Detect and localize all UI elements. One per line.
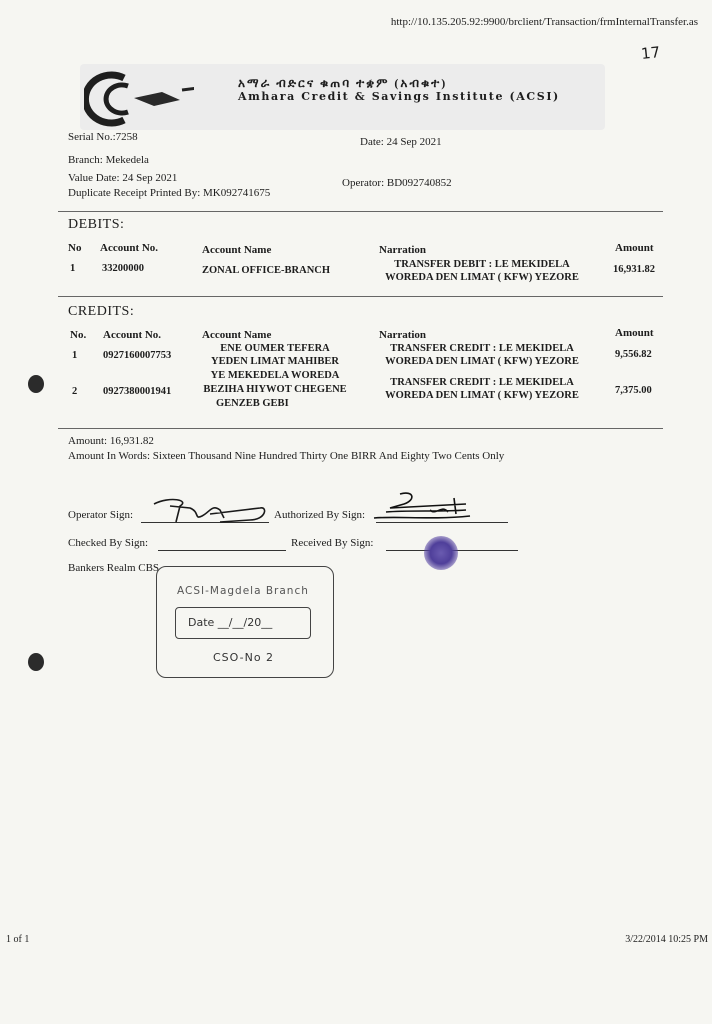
stamp-date: Date __/__/20__	[188, 616, 273, 629]
authorized-signature-icon	[370, 490, 474, 526]
punch-hole	[28, 375, 44, 393]
acsi-logo-icon	[84, 68, 194, 128]
operator-id: Operator: BD092740852	[342, 177, 452, 189]
page-count: 1 of 1	[6, 934, 30, 945]
row-narration-line-2: WOREDA DEN LIMAT ( KFW) YEZORE	[385, 272, 579, 283]
row-no: 1	[72, 350, 78, 361]
system-name: Bankers Realm CBS	[68, 562, 160, 574]
credits-header-account-no: Account No.	[103, 329, 162, 341]
row-no: 2	[72, 386, 78, 397]
received-sign-label: Received By Sign:	[291, 537, 374, 549]
row-account-name-line-3: GENZEB GEBI	[216, 398, 289, 409]
stamp-date-box	[175, 607, 311, 639]
divider	[58, 296, 663, 297]
org-name-amharic: አማራ ብድርና ቁጠባ ተቋም (አብቁተ)	[238, 76, 448, 90]
authorized-sign-label: Authorized By Sign:	[274, 509, 366, 521]
credits-header-amount: Amount	[615, 327, 654, 339]
stamp-cso-number: CSO-No 2	[213, 651, 275, 664]
branch: Branch: Mekedela	[68, 154, 149, 166]
source-url: http://10.135.205.92:9900/brclient/Transaction/frmInternalTransfer.as	[390, 16, 698, 28]
row-amount: 16,931.82	[613, 264, 655, 275]
row-narration-line-1: TRANSFER CREDIT : LE MEKIDELA	[390, 377, 574, 388]
debits-header-no: No	[68, 242, 82, 254]
row-account-no: 0927380001941	[103, 386, 172, 397]
row-account-no: 0927160007753	[103, 350, 172, 361]
debits-header-account-no: Account No.	[100, 242, 159, 254]
row-account-no: 33200000	[102, 263, 144, 274]
total-amount: Amount: 16,931.82	[68, 435, 154, 447]
operator-sign-label: Operator Sign:	[68, 509, 134, 521]
row-account-name-line-2: YEDEN LIMAT MAHIBER	[211, 356, 339, 367]
row-account-name: ZONAL OFFICE-BRANCH	[202, 265, 331, 276]
checked-sign-label: Checked By Sign:	[68, 537, 149, 549]
row-amount: 7,375.00	[615, 385, 652, 396]
credits-title: CREDITS:	[68, 304, 135, 319]
duplicate-printed-by: Duplicate Receipt Printed By: MK092741675	[68, 187, 271, 199]
divider	[58, 428, 663, 429]
row-narration-line-2: WOREDA DEN LIMAT ( KFW) YEZORE	[385, 390, 579, 401]
debits-header-account-name: Account Name	[202, 244, 272, 256]
row-amount: 9,556.82	[615, 349, 652, 360]
value-date: Value Date: 24 Sep 2021	[68, 172, 178, 184]
row-account-name-line-1: YE MEKEDELA WOREDA	[210, 370, 340, 381]
operator-signature-icon	[150, 494, 270, 528]
credits-header-no: No.	[70, 329, 87, 341]
debits-title: DEBITS:	[68, 217, 125, 232]
stamp-title: ACSI-Magdela Branch	[177, 585, 309, 597]
row-narration-line-1: TRANSFER DEBIT : LE MEKIDELA	[394, 259, 570, 270]
divider	[58, 211, 663, 212]
amount-in-words: Amount In Words: Sixteen Thousand Nine Hundred Thirty One BIRR And Eighty Two Cents Only	[68, 450, 505, 462]
branch-stamp	[156, 566, 334, 678]
org-name-english: Amhara Credit & Savings Institute (ACSI)	[238, 90, 560, 103]
punch-hole	[28, 653, 44, 671]
row-no: 1	[70, 263, 76, 274]
row-account-name-line-2: BEZIHA HIYWOT CHEGENE	[203, 384, 347, 395]
print-timestamp: 3/22/2014 10:25 PM	[625, 934, 708, 945]
row-narration-line-1: TRANSFER CREDIT : LE MEKIDELA	[390, 343, 574, 354]
ink-seal-icon	[424, 536, 458, 570]
row-narration-line-2: WOREDA DEN LIMAT ( KFW) YEZORE	[385, 356, 579, 367]
credits-header-narration: Narration	[379, 329, 427, 341]
receipt-date: Date: 24 Sep 2021	[360, 136, 442, 148]
debits-header-amount: Amount	[615, 242, 654, 254]
row-account-name-line-1: ENE OUMER TEFERA	[220, 343, 330, 354]
checked-sign-line	[158, 550, 286, 551]
debits-header-narration: Narration	[379, 244, 427, 256]
serial-number: Serial No.:7258	[68, 131, 138, 143]
handwritten-page-number: 17	[640, 43, 661, 63]
credits-header-account-name: Account Name	[202, 329, 272, 341]
